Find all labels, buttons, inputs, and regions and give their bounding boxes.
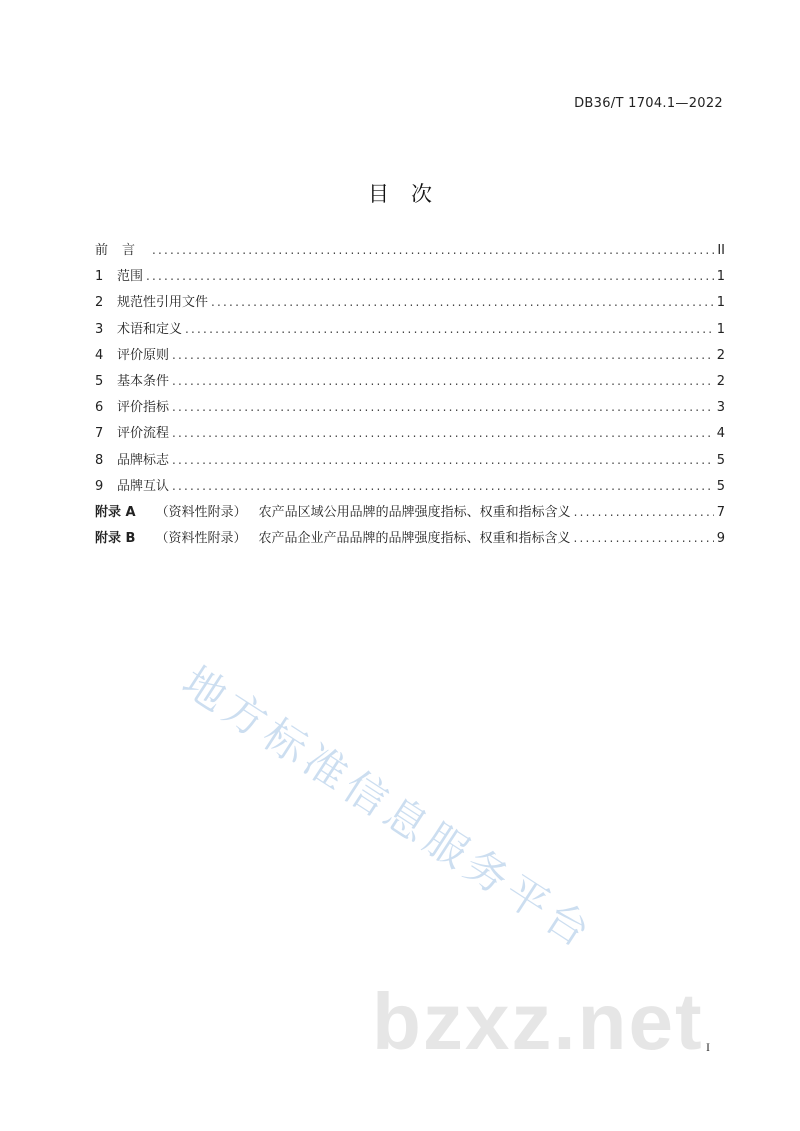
toc-item-number: 6 xyxy=(95,400,104,416)
toc-item-terms[interactable] xyxy=(95,318,725,344)
toc-item-number: 7 xyxy=(95,426,104,442)
toc-item-label: 农产品企业产品品牌的品牌强度指标、权重和指标含义 xyxy=(258,531,571,547)
leader-dots xyxy=(172,374,714,388)
leader-dots xyxy=(172,426,714,440)
toc-item-label: 术语和定义 xyxy=(117,321,183,337)
site-watermark: bzxz.net xyxy=(372,977,704,1066)
leader-dots xyxy=(172,453,714,467)
appendix-prefix: 附录 A xyxy=(95,504,136,520)
leader-dots xyxy=(185,322,714,336)
toc-item-basic-conditions[interactable] xyxy=(95,370,725,396)
leader-dots xyxy=(172,400,714,414)
toc-item-number: 1 xyxy=(95,269,104,285)
toc-item-number: 8 xyxy=(95,452,104,468)
appendix-type: （资料性附录） xyxy=(155,531,247,547)
toc-item-label: 评价指标 xyxy=(117,400,170,416)
toc-item-label: 农产品区域公用品牌的品牌强度指标、权重和指标含义 xyxy=(258,504,571,520)
leader-dots xyxy=(152,243,714,257)
toc-item-page: 5 xyxy=(716,478,725,494)
toc-item-page: 2 xyxy=(716,347,725,363)
toc-item-label: 范围 xyxy=(117,269,144,285)
toc-item-number: 3 xyxy=(95,321,104,337)
toc-item-label: 评价流程 xyxy=(117,426,170,442)
toc-item-number: 9 xyxy=(95,478,104,494)
toc-item-normative-references[interactable] xyxy=(95,291,725,317)
document-code: DB36/T 1704.1—2022 xyxy=(574,96,723,111)
toc-item-mutual-recognition[interactable] xyxy=(95,475,725,501)
toc-item-appendix-b[interactable] xyxy=(95,527,725,553)
toc-item-page: 9 xyxy=(716,531,725,547)
toc-item-number: 5 xyxy=(95,373,104,389)
toc-item-label: 评价原则 xyxy=(117,347,170,363)
toc-item-page: 5 xyxy=(716,452,725,468)
toc-item-label: 前言 xyxy=(95,243,150,258)
toc-item-brand-mark[interactable] xyxy=(95,449,725,475)
toc-item-label: 基本条件 xyxy=(117,373,170,389)
leader-dots xyxy=(172,479,714,493)
toc-item-page: 2 xyxy=(716,373,725,389)
leader-dots xyxy=(172,348,714,362)
toc-title: 目次 xyxy=(368,182,454,206)
toc-item-label: 品牌互认 xyxy=(117,478,170,494)
leader-dots xyxy=(573,531,713,545)
toc-item-page: 7 xyxy=(716,504,725,520)
leader-dots xyxy=(211,295,714,309)
leader-dots xyxy=(146,269,714,283)
toc-item-process[interactable] xyxy=(95,422,725,448)
table-of-contents xyxy=(95,239,725,553)
toc-item-page: 4 xyxy=(716,426,725,442)
toc-item-page: 1 xyxy=(716,321,725,337)
appendix-type: （资料性附录） xyxy=(155,504,247,520)
toc-item-foreword[interactable] xyxy=(95,239,725,265)
toc-item-principles[interactable] xyxy=(95,344,725,370)
toc-item-number: 4 xyxy=(95,347,104,363)
toc-item-page: 1 xyxy=(716,295,725,311)
appendix-prefix: 附录 B xyxy=(95,531,136,547)
toc-item-scope[interactable] xyxy=(95,265,725,291)
toc-item-page: II xyxy=(717,243,725,258)
toc-item-page: 3 xyxy=(716,400,725,416)
page-number: I xyxy=(706,1040,710,1054)
toc-item-label: 品牌标志 xyxy=(117,452,170,468)
toc-item-indicators[interactable] xyxy=(95,396,725,422)
watermark-text: 地方标准信息服务平台 xyxy=(173,656,604,960)
toc-item-label: 规范性引用文件 xyxy=(117,295,209,311)
leader-dots xyxy=(574,505,714,519)
toc-item-page: 1 xyxy=(716,269,725,285)
toc-item-number: 2 xyxy=(95,295,104,311)
toc-item-appendix-a[interactable] xyxy=(95,501,725,527)
